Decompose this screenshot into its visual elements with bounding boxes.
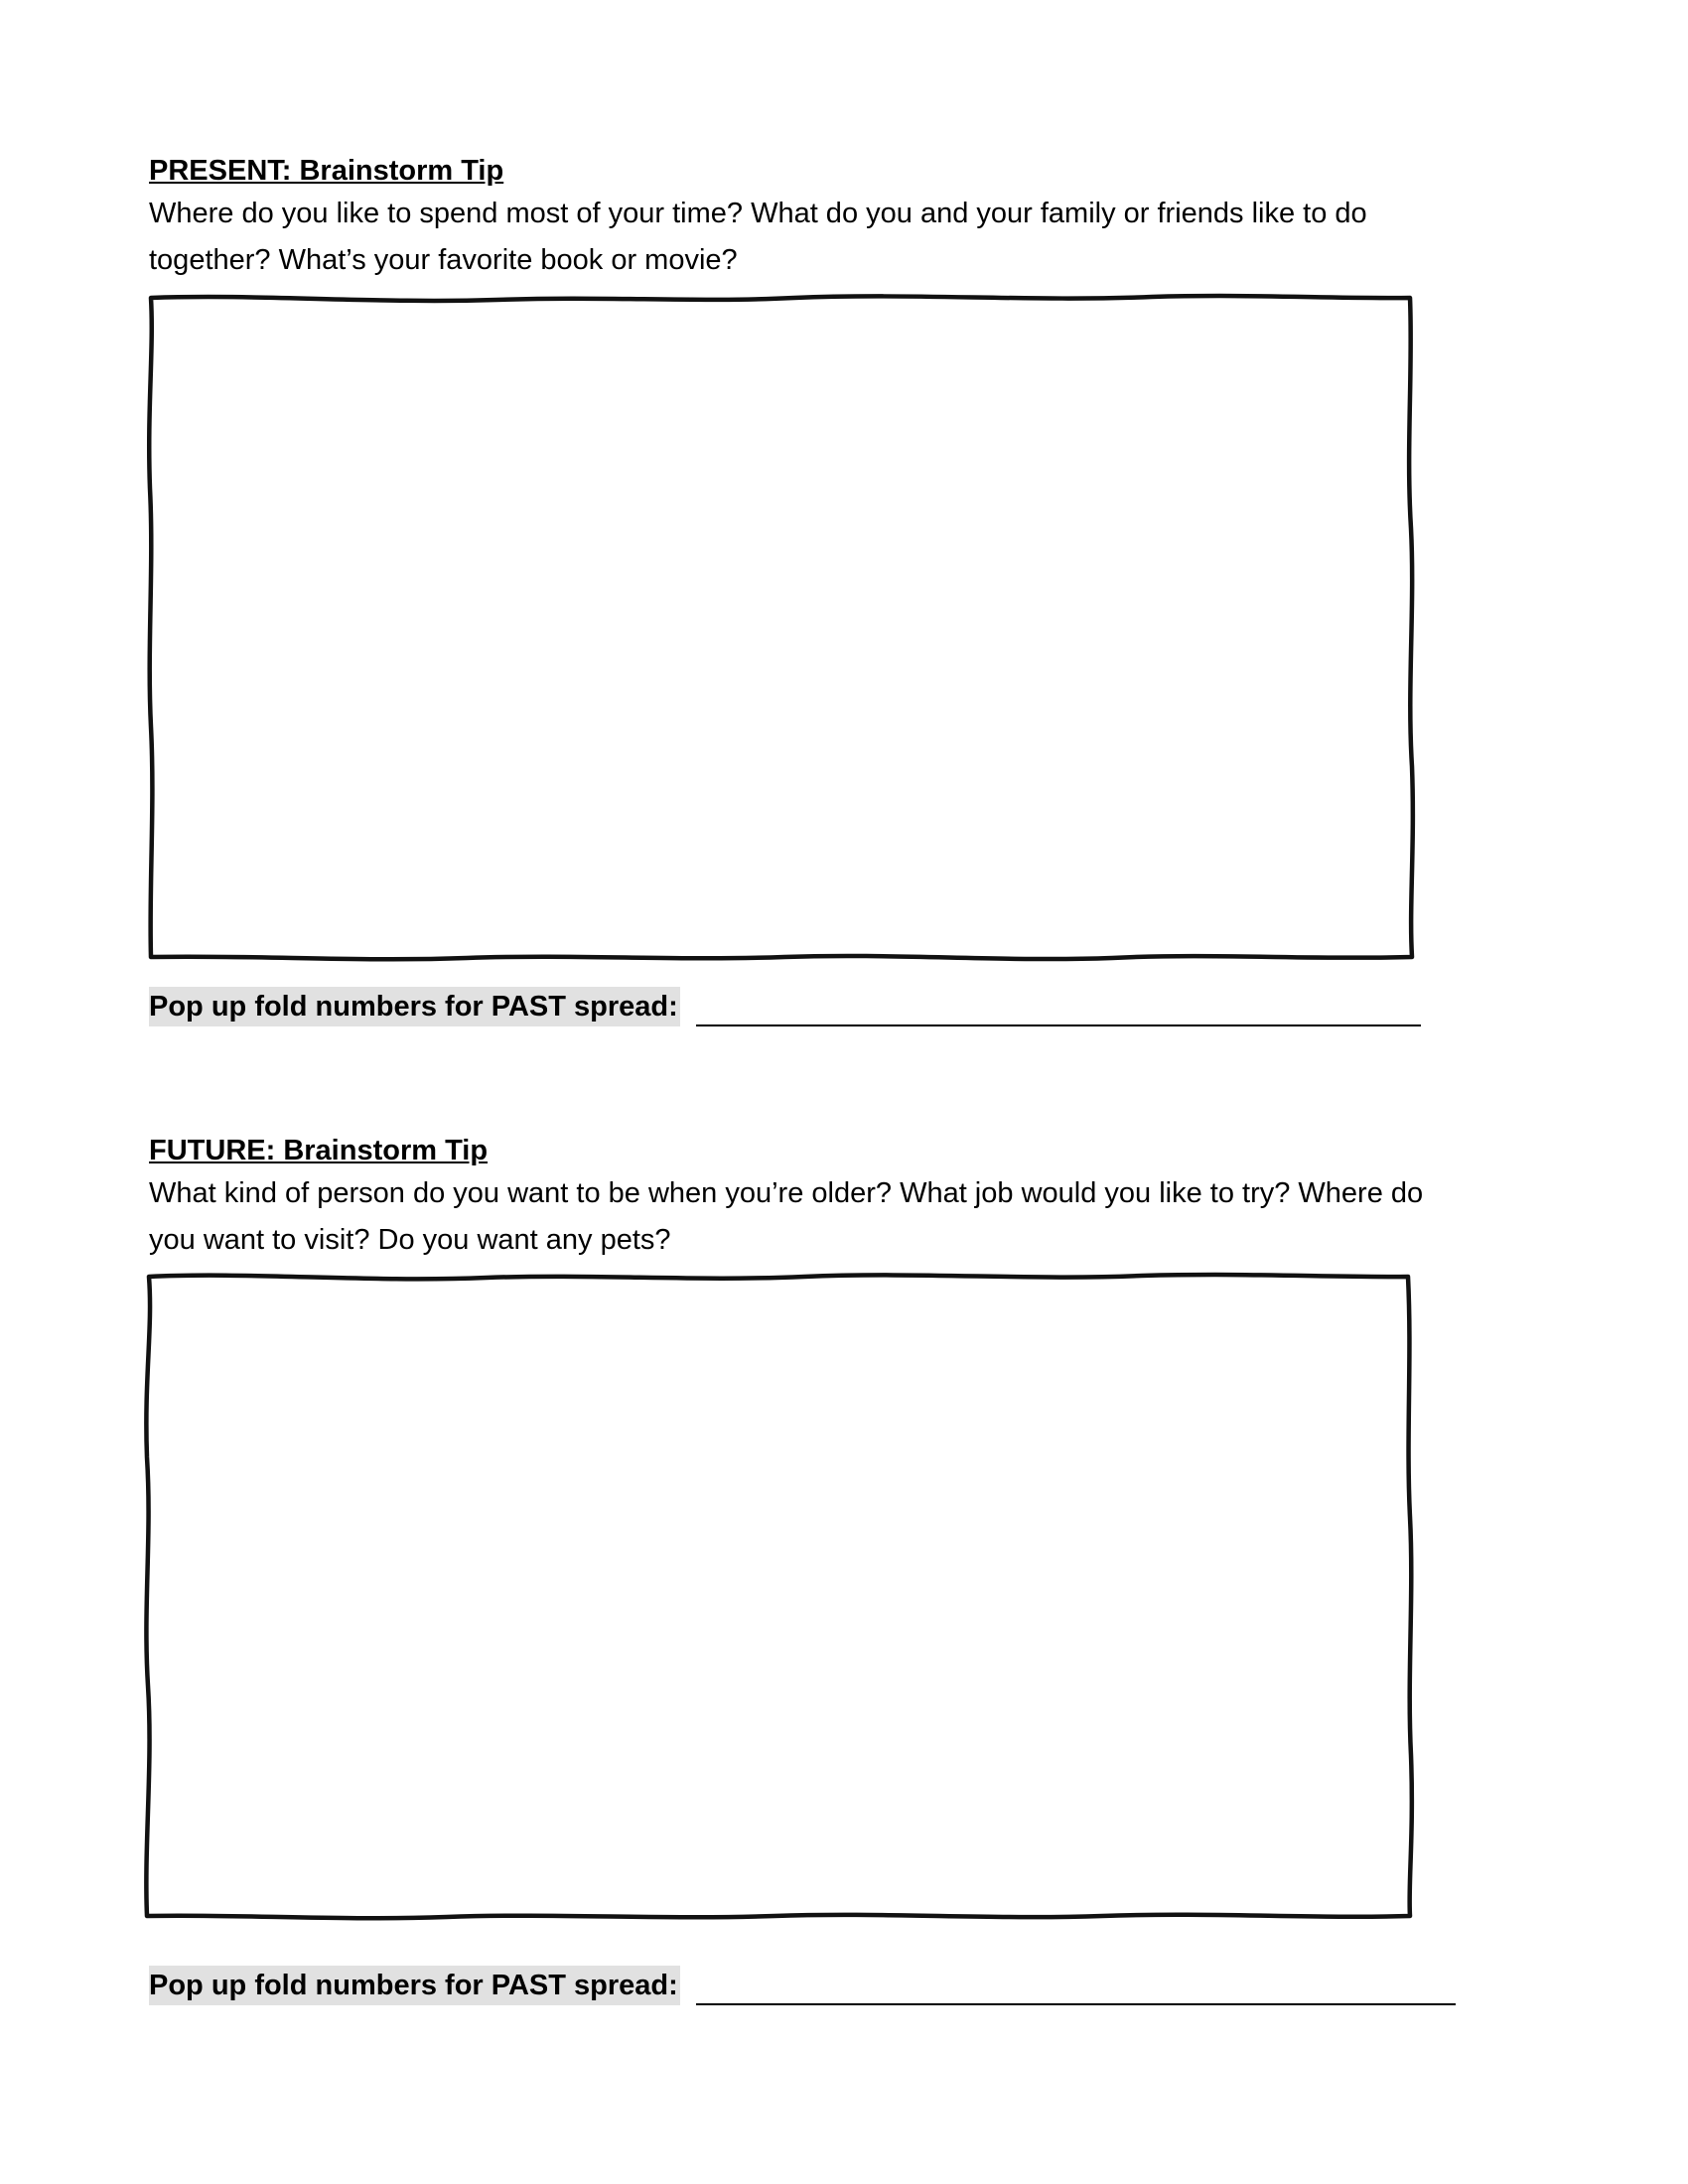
future-tip-line-2: you want to visit? Do you want any pets? (149, 1224, 671, 1256)
present-tip-line-1: Where do you like to spend most of your time? What do you and your family or friends like to do (149, 198, 1367, 229)
present-box-outline (139, 290, 1420, 965)
future-fold-numbers-blank[interactable] (696, 1964, 1456, 2005)
future-fold-label: Pop up fold numbers for PAST spread: (149, 1966, 680, 2005)
future-section (149, 1131, 1539, 1264)
present-heading: PRESENT: Brainstorm Tip (149, 155, 504, 187)
future-box-outline (139, 1269, 1420, 1924)
present-fold-numbers-blank[interactable] (696, 985, 1421, 1026)
present-tip-line-2: together? What’s your favorite book or movie? (149, 244, 738, 276)
future-heading: FUTURE: Brainstorm Tip (149, 1135, 489, 1166)
present-section (149, 151, 1539, 284)
future-tip-line-1: What kind of person do you want to be when you’re older? What job would you like to try? Where do (149, 1177, 1424, 1209)
present-fold-row (149, 983, 1421, 1026)
present-drawing-box[interactable] (139, 290, 1420, 965)
future-fold-row (149, 1962, 1456, 2005)
future-drawing-box[interactable] (139, 1269, 1420, 1924)
present-fold-label: Pop up fold numbers for PAST spread: (149, 987, 680, 1026)
